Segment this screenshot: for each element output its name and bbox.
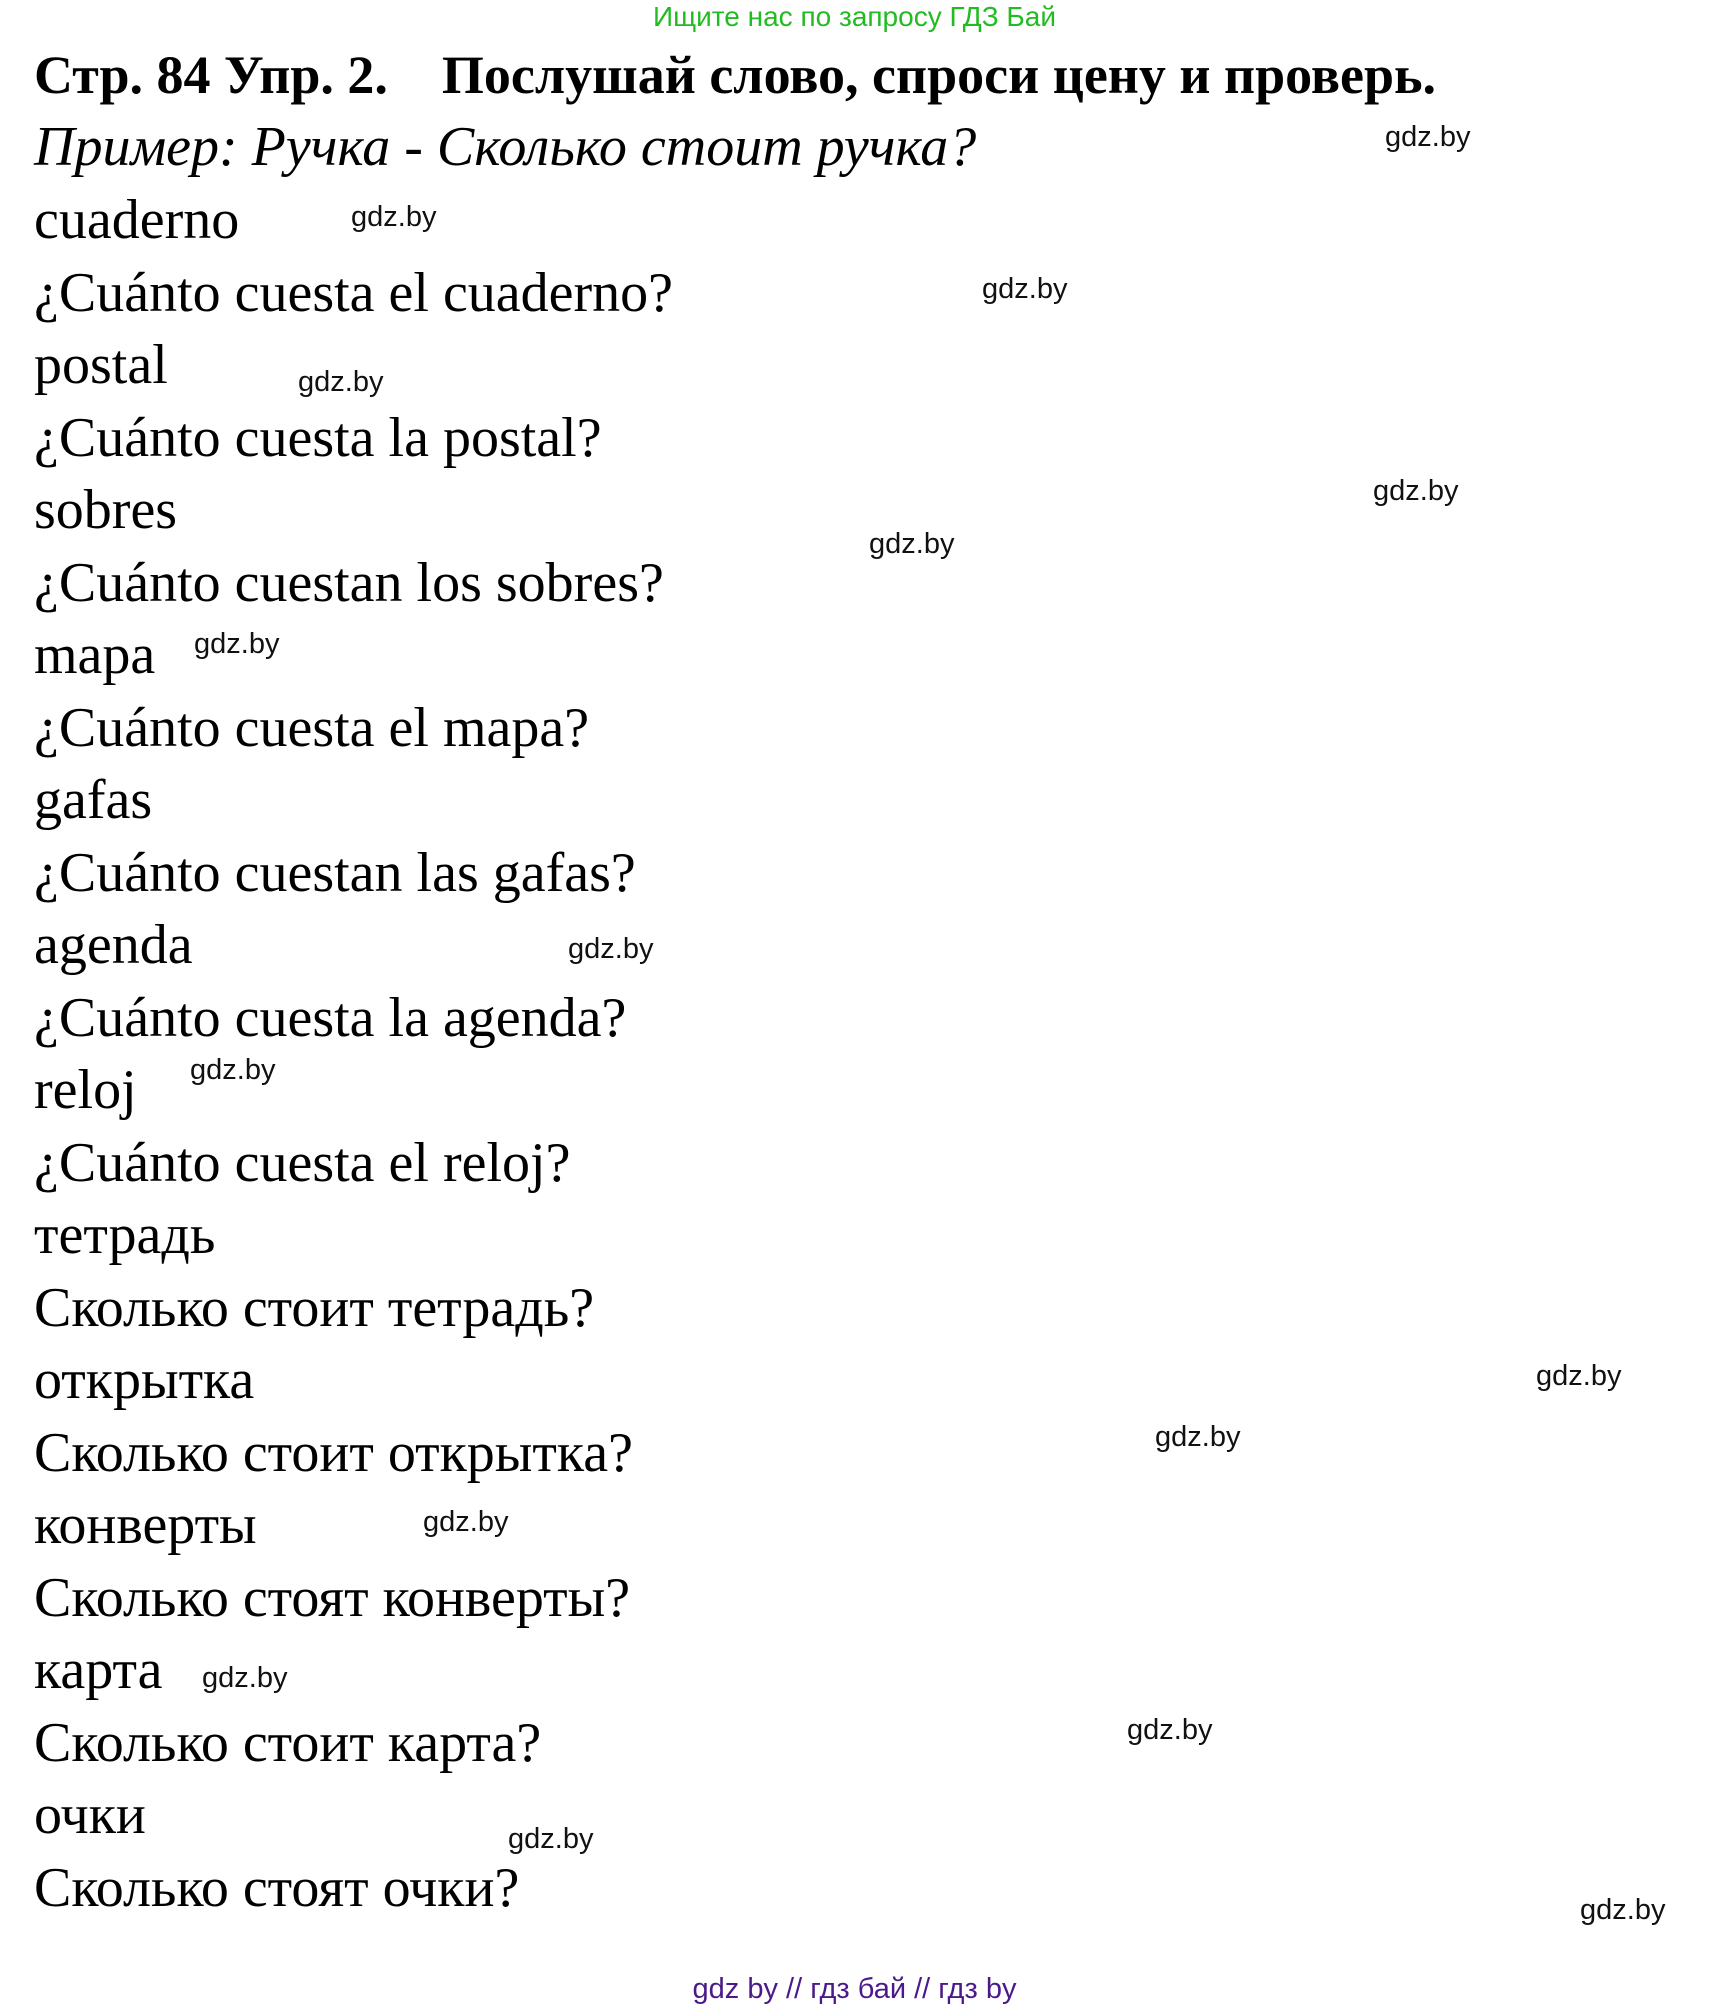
price-question: ¿Cuánto cuesta la postal?	[34, 406, 602, 469]
watermark: gdz.by	[1536, 1360, 1622, 1392]
price-question: Сколько стоит тетрадь?	[34, 1276, 595, 1339]
vocabulary-word: sobres	[34, 479, 178, 541]
watermark: gdz.by	[1127, 1714, 1213, 1746]
watermark: gdz.by	[508, 1823, 594, 1855]
vocabulary-word: конверты	[34, 1494, 257, 1556]
watermark: gdz.by	[1155, 1421, 1241, 1453]
watermark: gdz.by	[982, 273, 1068, 305]
watermark: gdz.by	[194, 628, 280, 660]
watermark: gdz.by	[1580, 1894, 1666, 1926]
price-question: Сколько стоят конверты?	[34, 1566, 631, 1629]
vocabulary-word: reloj	[34, 1059, 137, 1121]
vocabulary-word: mapa	[34, 624, 156, 686]
vocabulary-word: очки	[34, 1784, 146, 1846]
price-question: ¿Cuánto cuesta el reloj?	[34, 1131, 571, 1194]
watermark: gdz.by	[298, 366, 384, 398]
example-text: Пример: Ручка - Сколько стоит ручка?	[34, 116, 977, 178]
vocabulary-word: agenda	[34, 914, 193, 976]
price-question: ¿Cuánto cuestan las gafas?	[34, 841, 636, 904]
price-question: ¿Cuánto cuestan los sobres?	[34, 551, 664, 614]
search-hint: Ищите нас по запросу ГДЗ Бай	[652, 1, 1057, 32]
price-question: ¿Cuánto cuesta la agenda?	[34, 986, 627, 1049]
vocabulary-word: gafas	[34, 769, 153, 831]
vocabulary-word: cuaderno	[34, 189, 240, 251]
watermark: gdz.by	[1385, 121, 1471, 153]
price-question: ¿Cuánto cuesta el mapa?	[34, 696, 590, 759]
watermark: gdz.by	[568, 933, 654, 965]
price-question: ¿Cuánto cuesta el cuaderno?	[34, 261, 674, 324]
vocabulary-word: карта	[34, 1639, 163, 1701]
footer-links: gdz by // гдз бай // гдз by	[692, 1973, 1017, 2005]
watermark: gdz.by	[869, 528, 955, 560]
watermark: gdz.by	[202, 1662, 288, 1694]
price-question: Сколько стоят очки?	[34, 1856, 520, 1919]
watermark: gdz.by	[1373, 475, 1459, 507]
exercise-title: Стр. 84 Упр. 2. Послушай слово, спроси цену и проверь.	[34, 45, 1437, 105]
price-question: Сколько стоит открытка?	[34, 1421, 633, 1484]
vocabulary-word: postal	[34, 334, 168, 396]
vocabulary-word: открытка	[34, 1349, 255, 1411]
watermark: gdz.by	[423, 1506, 509, 1538]
vocabulary-word: тетрадь	[34, 1204, 216, 1266]
watermark: gdz.by	[351, 201, 437, 233]
price-question: Сколько стоит карта?	[34, 1711, 542, 1774]
watermark: gdz.by	[190, 1054, 276, 1086]
